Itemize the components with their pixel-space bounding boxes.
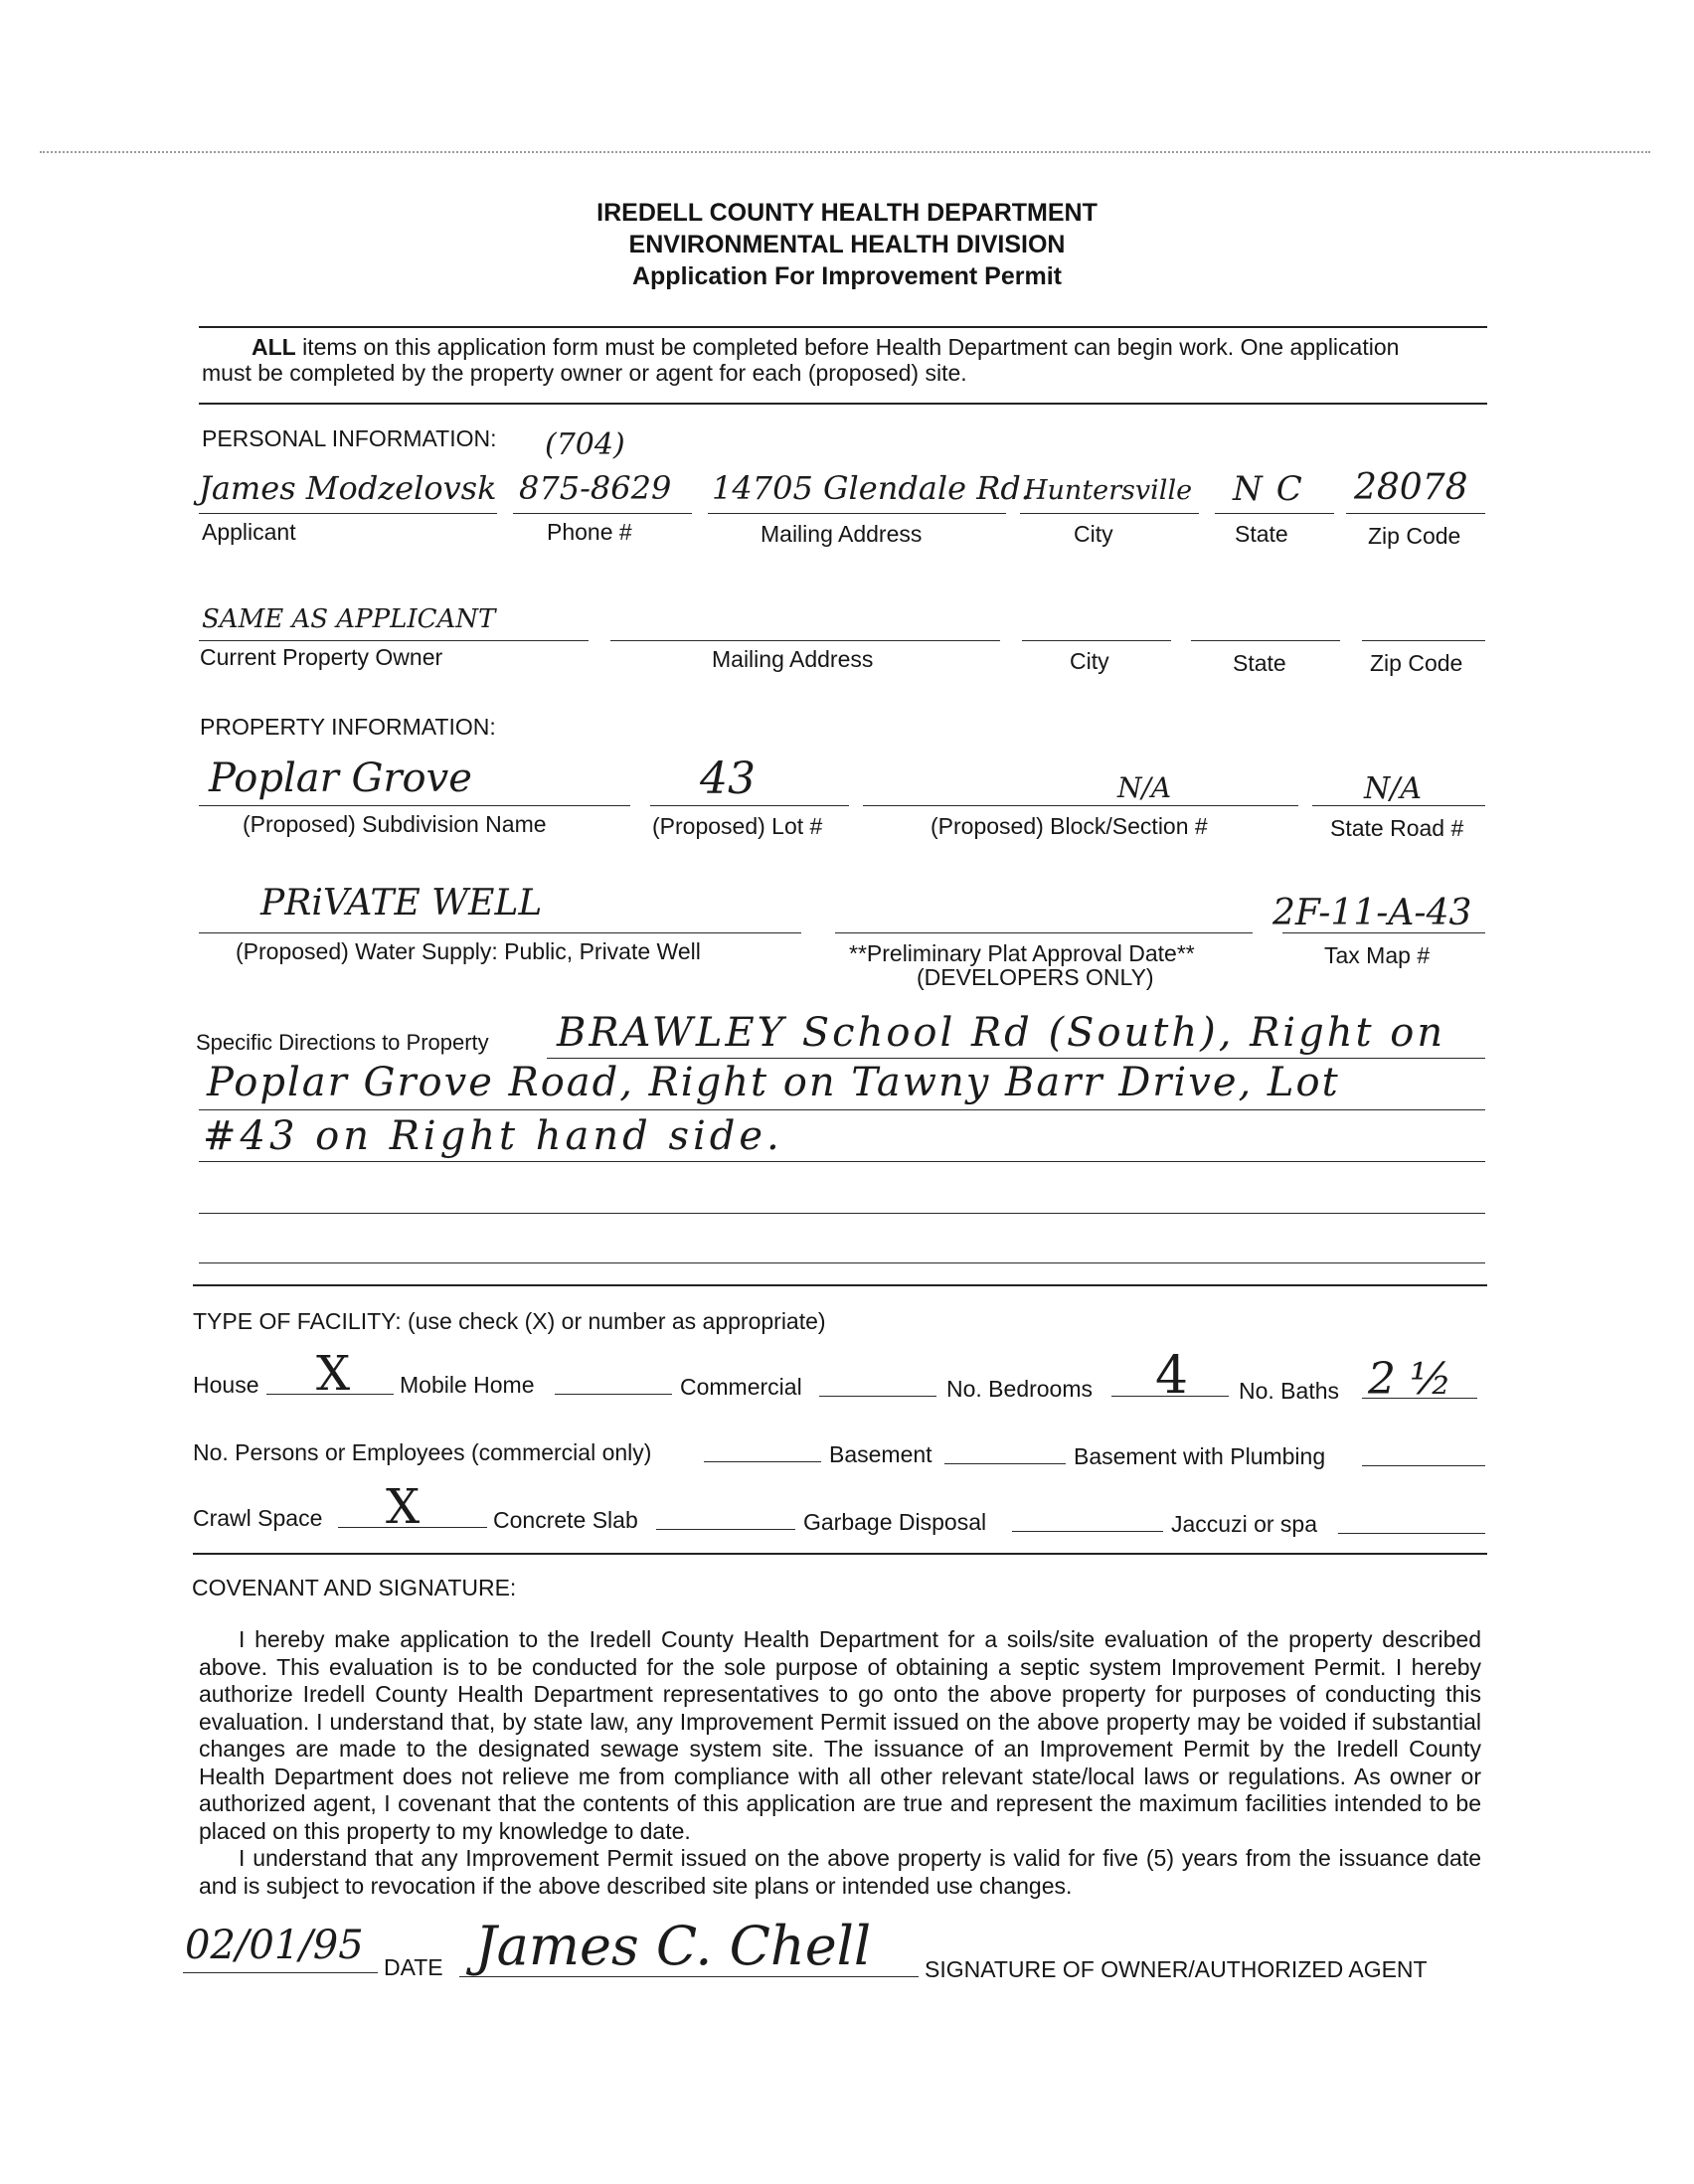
- basement-label: Basement: [829, 1441, 932, 1467]
- date-label: DATE: [384, 1954, 443, 1980]
- property-section-rule: [193, 1284, 1487, 1286]
- jacuzzi-line: [1338, 1533, 1485, 1534]
- intro-line1-text: items on this application form must be completed before Health Department can begin work. One application: [295, 334, 1400, 360]
- directions-line-1: BRAWLEY School Rd (South), Right on: [557, 1010, 1446, 1056]
- form-header-line2: ENVIRONMENTAL HEALTH DIVISION: [628, 231, 1066, 258]
- header-rule: [199, 326, 1487, 328]
- facility-heading: TYPE OF FACILITY: (use check (X) or number as appropriate): [193, 1308, 826, 1334]
- state-value: NC: [1233, 469, 1316, 509]
- basement-plumbing-line: [1362, 1465, 1485, 1466]
- directions-line-2: Poplar Grove Road, Right on Tawny Barr Drive, Lot: [207, 1060, 1340, 1105]
- subdivision-line: [199, 805, 630, 806]
- directions-rule-5: [199, 1262, 1485, 1263]
- form-title: Application For Improvement Permit: [631, 262, 1062, 290]
- facility-section-rule: [193, 1553, 1487, 1555]
- concrete-slab-line: [656, 1529, 795, 1530]
- tax-map-value: 2F-11-A-43: [1272, 893, 1472, 933]
- plat-label: **Preliminary Plat Approval Date**: [849, 940, 1195, 966]
- date-line: [183, 1972, 378, 1973]
- directions-rule-2: [199, 1109, 1485, 1110]
- covenant-paragraph-1: I hereby make application to the Iredell County Health Department for a soils/site evaluation of the property described above. This evaluation is to be conducted for the sole purpose of obtaining a septic system Improvement Permit. I hereby authorize Iredell County Health Department representatives to go onto the above property for purposes of conducting this evaluation. I understand that, by state law, any Improvement Permit issued on the above property may be voided if substantial changes are made to the designated sewage system site. The issuance of an Improvement Permit by the Iredell County Health Department does not relieve me from compliance with all other relevant state/local laws or regulations. As owner or authorized agent, I covenant that the contents of this application are true and represent the maximum facilities intended to be placed on this property to my knowledge to date.: [199, 1626, 1481, 1844]
- block-label: (Proposed) Block/Section #: [931, 813, 1208, 839]
- covenant-heading: COVENANT AND SIGNATURE:: [192, 1575, 517, 1600]
- water-line: [199, 932, 801, 933]
- phone-value: 875-8629: [519, 469, 672, 507]
- directions-label: Specific Directions to Property: [196, 1030, 489, 1055]
- owner-state-line: [1191, 640, 1340, 641]
- directions-rule-4: [199, 1213, 1485, 1214]
- mailing-address-value: 14705 Glendale Rd.: [712, 469, 1031, 507]
- directions-line-3: #43 on Right hand side.: [203, 1113, 783, 1159]
- jacuzzi-label: Jaccuzi or spa: [1171, 1511, 1318, 1537]
- intro-line1: [252, 334, 1399, 361]
- intro-rule: [199, 403, 1487, 405]
- owner-label: Current Property Owner: [200, 644, 443, 670]
- phone-line: [513, 513, 692, 514]
- block-value: N/A: [1117, 771, 1172, 804]
- state-label: State: [1235, 521, 1288, 547]
- commercial-line: [819, 1396, 936, 1397]
- crawl-space-label: Crawl Space: [193, 1505, 323, 1531]
- zip-line: [1346, 513, 1485, 514]
- phone-label: Phone #: [547, 519, 632, 545]
- plat-line: [835, 932, 1253, 933]
- mobile-home-line: [555, 1394, 672, 1395]
- zip-value: 28078: [1354, 467, 1468, 508]
- baths-label: No. Baths: [1239, 1378, 1339, 1404]
- owner-mailing-label: Mailing Address: [712, 646, 874, 672]
- taxmap-line: [1282, 932, 1485, 933]
- developers-label: (DEVELOPERS ONLY): [917, 964, 1154, 990]
- owner-mailing-line: [610, 640, 1000, 641]
- applicant-value: James Modzelovsk: [199, 469, 497, 507]
- crawl-space-value: X: [386, 1479, 421, 1535]
- garbage-disposal-label: Garbage Disposal: [803, 1509, 987, 1535]
- subdivision-value: Poplar Grove: [209, 756, 472, 801]
- block-line: [863, 805, 1298, 806]
- intro-line2: must be completed by the property owner or agent for each (proposed) site.: [202, 360, 967, 386]
- lot-line: [650, 805, 849, 806]
- baths-value: 2 ½: [1368, 1354, 1452, 1405]
- covenant-text: [199, 1626, 1481, 1900]
- signature-label: SIGNATURE OF OWNER/AUTHORIZED AGENT: [925, 1956, 1428, 1982]
- form-header-line1: IREDELL COUNTY HEALTH DEPARTMENT: [596, 199, 1098, 227]
- basement-plumbing-label: Basement with Plumbing: [1074, 1443, 1326, 1469]
- personal-heading: PERSONAL INFORMATION:: [202, 425, 497, 451]
- road-line: [1312, 805, 1485, 806]
- property-heading: PROPERTY INFORMATION:: [200, 714, 496, 740]
- date-value: 02/01/95: [185, 1923, 364, 1968]
- owner-city-line: [1022, 640, 1171, 641]
- mailing-label: Mailing Address: [761, 521, 923, 547]
- bedrooms-label: No. Bedrooms: [946, 1376, 1094, 1402]
- owner-state-label: State: [1233, 650, 1286, 676]
- bedrooms-value: 4: [1155, 1346, 1189, 1406]
- taxmap-label: Tax Map #: [1324, 942, 1431, 968]
- owner-city-label: City: [1070, 648, 1109, 674]
- city-line: [1020, 513, 1199, 514]
- subdivision-label: (Proposed) Subdivision Name: [243, 811, 547, 837]
- zip-label: Zip Code: [1368, 523, 1461, 549]
- lot-label: (Proposed) Lot #: [652, 813, 823, 839]
- water-supply-value: PRiVATE WELL: [260, 883, 543, 924]
- applicant-label: Applicant: [202, 519, 296, 545]
- road-value: N/A: [1364, 771, 1423, 806]
- signature-value: James C. Chell: [475, 1915, 872, 1977]
- owner-zip-line: [1362, 640, 1485, 641]
- house-label: House: [193, 1372, 259, 1398]
- applicant-line: [199, 513, 497, 514]
- owner-line: [199, 640, 589, 641]
- concrete-slab-label: Concrete Slab: [493, 1507, 638, 1533]
- commercial-label: Commercial: [680, 1374, 802, 1400]
- state-line: [1215, 513, 1334, 514]
- mailing-line: [708, 513, 1006, 514]
- scan-edge-line: [40, 151, 1650, 153]
- garbage-disposal-line: [1012, 1531, 1163, 1532]
- city-label: City: [1074, 521, 1113, 547]
- mobile-home-label: Mobile Home: [400, 1372, 535, 1398]
- persons-line: [704, 1461, 821, 1462]
- persons-label: No. Persons or Employees (commercial only): [193, 1439, 652, 1465]
- covenant-paragraph-2: I understand that any Improvement Permit issued on the above property is valid for five (5) years from the issuance date and is subject to revocation if the above described site plans or intended use changes.: [199, 1845, 1481, 1899]
- owner-zip-label: Zip Code: [1370, 650, 1463, 676]
- directions-rule-3: [199, 1161, 1485, 1162]
- intro-bold-all: ALL: [252, 334, 296, 360]
- signature-line: [459, 1976, 919, 1977]
- area-code-value: (704): [545, 427, 625, 462]
- directions-rule-1: [547, 1058, 1485, 1059]
- road-label: State Road #: [1330, 815, 1464, 841]
- owner-value: SAME AS APPLICANT: [202, 604, 496, 634]
- city-value: Huntersville: [1024, 475, 1193, 506]
- house-value: X: [316, 1346, 351, 1402]
- basement-line: [944, 1463, 1066, 1464]
- lot-value: 43: [700, 754, 756, 804]
- water-label: (Proposed) Water Supply: Public, Private Well: [236, 938, 701, 964]
